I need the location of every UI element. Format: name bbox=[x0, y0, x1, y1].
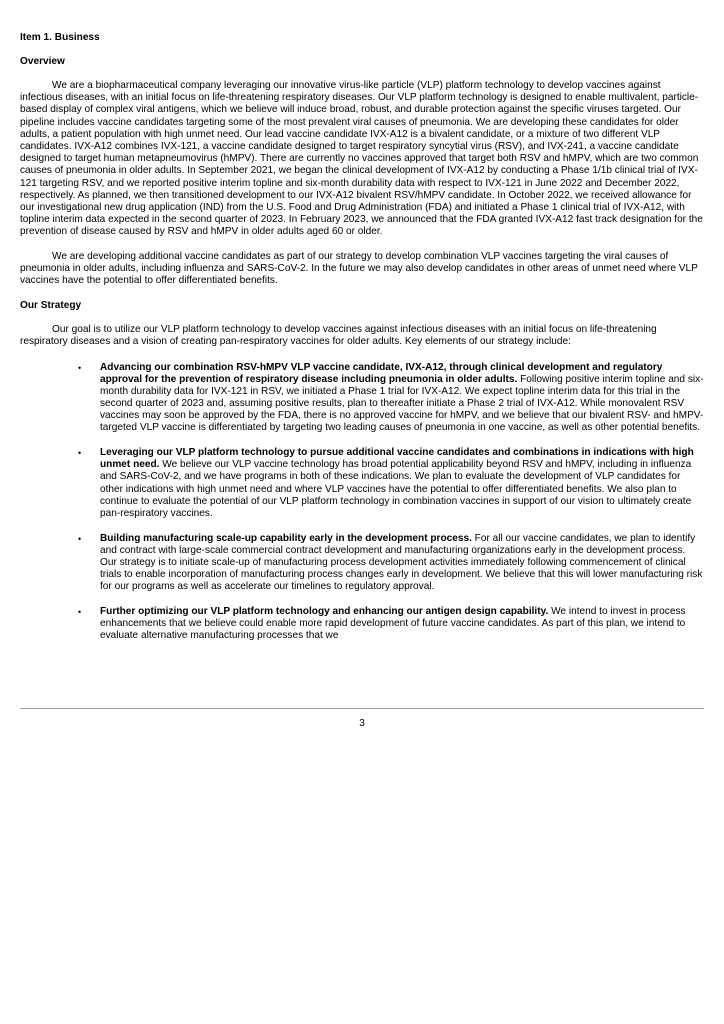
strategy-bullet-3 bbox=[20, 533, 704, 593]
bullet-lead-text: Further optimizing our VLP platform technology and enhancing our antigen design capability. bbox=[100, 606, 549, 618]
bullet-body-text: Following positive interim topline and six-month durability data for IVX-121 in RSV, we initiated a Phase 1 trial for IVX-A12. We expect topline interim data for this trial in the second quarter of 2023 and, assuming positive results, plan to thereafter initiate a Phase 2 trial of IVX-A12. While monovalent RSV vaccines may soon be approved by the FDA, there is no approved vaccine for hMPV, and we believe that our bivalent RSV- and hMPV-targeted VLP vaccine is differentiated by targeting two leading causes of pneumonia in one vaccine, as well as other potential benefits. bbox=[100, 373, 704, 434]
bullet-lead-text: Advancing our combination RSV-hMPV VLP vaccine candidate, IVX-A12, through clinical development and regulatory approval for the prevention of respiratory disease including pneumonia in older adults. bbox=[100, 361, 663, 385]
item-heading: Item 1. Business bbox=[20, 32, 100, 43]
strategy-bullet-list bbox=[20, 362, 704, 643]
bullet-lead-text: Building manufacturing scale-up capability early in the development process. bbox=[100, 532, 472, 544]
bullet-icon: • bbox=[78, 448, 82, 459]
page-divider bbox=[20, 708, 704, 709]
strategy-heading: Our Strategy bbox=[20, 300, 82, 312]
bullet-icon: • bbox=[78, 362, 82, 373]
bullet-lead-text: Leveraging our VLP platform technology to pursue additional vaccine candidates and combinations in indications with high unmet need. bbox=[100, 447, 694, 471]
page-number: 3 bbox=[359, 718, 365, 729]
bullet-body-text: We intend to invest in process enhancements that we believe could enable more rapid development of future vaccine candidates. As part of this plan, we intend to evaluate alternative manufacturing processes that we bbox=[100, 606, 686, 642]
document-page bbox=[20, 30, 704, 729]
overview-heading: Overview bbox=[20, 56, 65, 67]
overview-paragraph-1: We are a biopharmaceutical company leveraging our innovative virus-like particle (VLP) platform technology to develop vaccines against infectious diseases, with an initial focus on life-threatening respiratory diseases. Our VLP platform technology is designed to enable multivalent, particle-based display of complex viral antigens, which we believe will induce broad, robust, and durable protection against the specific viruses targeted. Our pipeline includes vaccine candidates targeting some of the most prevalent viral causes of pneumonia. We are developing these candidates for older adults, a patient population with high unmet need. Our lead vaccine candidate IVX-A12 is a bivalent candidate, or a mixture of two different VLP candidates. IVX-A12 combines IVX-121, a vaccine candidate designed to target respiratory syncytial virus (RSV), and IVX-241, a vaccine candidate designed to target human metapneumovirus (hMPV). There are currently no vaccines approved that target both RSV and hMPV, which are two common causes of pneumonia in older adults. In September 2021, we began the clinical development of IVX-A12 by conducting a Phase 1/1b clinical trial of IVX-121 targeting RSV, and we reported positive interim topline and six-month durability data with respect to IVX-121 in June 2022 and December 2022, respectively. As planned, we then transitioned development to our IVX-A12 bivalent RSV/hMPV candidate. In October 2022, we received allowance for our investigational new drug application (IND) from the U.S. Food and Drug Administration (FDA) and initiated a Phase 1 clinical trial of IVX-A12, with topline interim data expected in the second quarter of 2023. In February 2023, we announced that the FDA granted IVX-A12 fast track designation for the prevention of disease caused by RSV and hMPV in older adults aged 60 or older. bbox=[20, 80, 703, 238]
bullet-body-text: We believe our VLP vaccine technology has broad potential applicability beyond RSV and hMPV, including in influenza and SARS-CoV-2, and we have programs in both of these indications. We plan to evaluate the development of VLP candidates for other indications with high unmet need and where VLP vaccines have the potential to offer differentiated benefits. We also plan to continue to evaluate the potential of our VLP platform technology in combination vaccines in support of our vision to ultimately create pan-respiratory vaccines. bbox=[100, 459, 692, 519]
bullet-icon: • bbox=[78, 607, 82, 618]
overview-paragraph-2: We are developing additional vaccine candidates as part of our strategy to develop combination VLP vaccines targeting the viral causes of pneumonia in older adults, including influenza and SARS-CoV-2. In the future we may also develop candidates in other areas of unmet need where VLP vaccines have the potential to offer differentiated benefits. bbox=[20, 250, 698, 287]
strategy-bullet-1 bbox=[20, 362, 704, 435]
strategy-intro: Our goal is to utilize our VLP platform technology to develop vaccines against infectious diseases with an initial focus on life-threatening respiratory diseases and a vision of creating pan-respiratory vaccines for older adults. Key elements of our strategy include: bbox=[20, 324, 657, 348]
strategy-bullet-2 bbox=[20, 447, 704, 520]
bullet-body-text: For all our vaccine candidates, we plan to identify and contract with large-scale commercial contract development and manufacturing organizations early in the development process. Our strategy is to initiate scale-up of manufacturing process development activities immediately following commencement of clinical trials to enable incorporation of manufacturing process changes early in development. We believe that this will lower manufacturing risk for our programs as well as accelerate our timelines to regulatory approval. bbox=[100, 532, 703, 593]
bullet-icon: • bbox=[78, 533, 82, 544]
strategy-bullet-4 bbox=[20, 606, 704, 642]
